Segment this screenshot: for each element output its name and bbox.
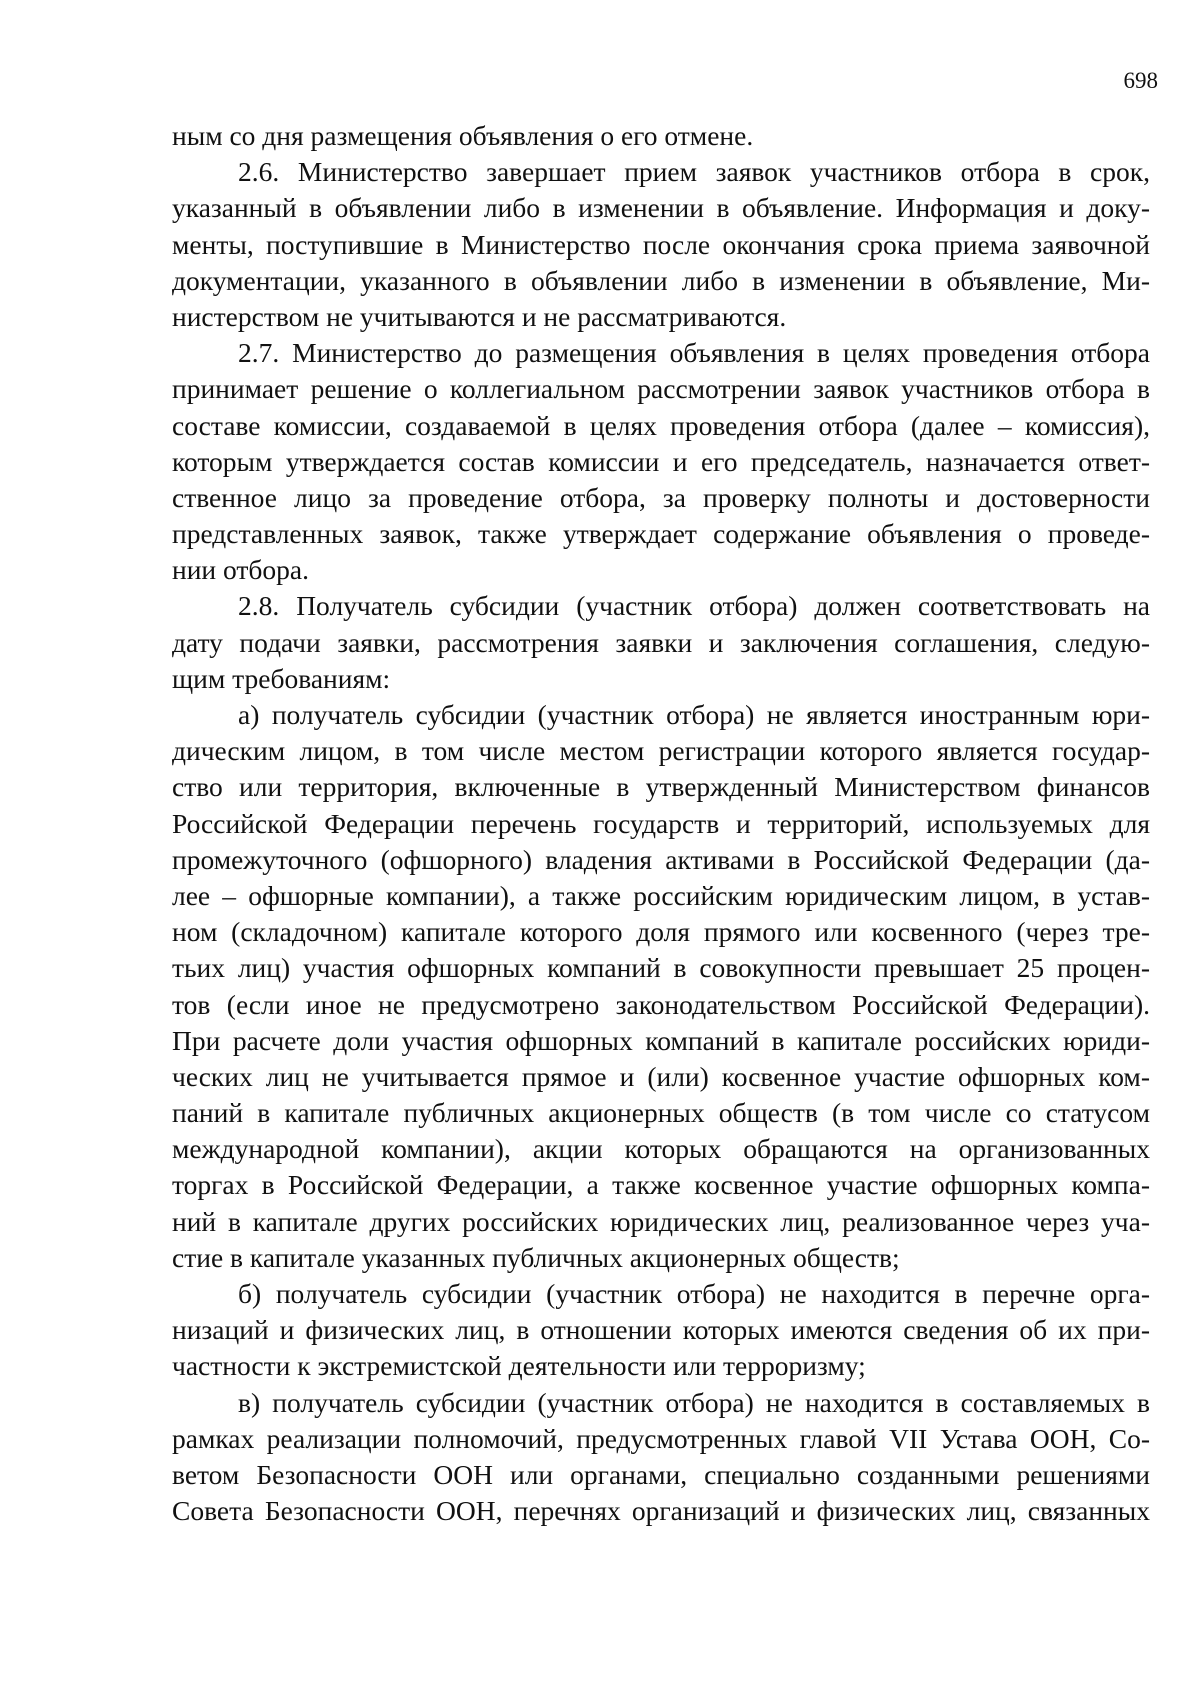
text-line: Совета Безопасности ООН, перечнях организаций и физических лиц, связанных (172, 1495, 1150, 1527)
text-line: рамках реализации полномочий, предусмотренных главой VII Устава ООН, Со- (172, 1422, 1150, 1454)
text-line: указанный в объявлении либо в изменении в объявление. Информация и доку- (172, 192, 1150, 224)
text-line: международной компании), акции которых обращаются на организованных (172, 1133, 1150, 1165)
text-line: принимает решение о коллегиальном рассмотрении заявок участников отбора в (172, 373, 1150, 405)
text-line: менты, поступившие в Министерство после окончания срока приема заявочной (172, 228, 1150, 260)
text-line: 2.8. Получатель субсидии (участник отбора) должен соответствовать на (238, 590, 1150, 622)
text-line: тьих лиц) участия офшорных компаний в совокупности превышает 25 процен- (172, 952, 1150, 984)
text-line: документации, указанного в объявлении либо в изменении в объявление, Ми- (172, 264, 1150, 296)
text-line: ственное лицо за проведение отбора, за проверку полноты и достоверности (172, 481, 1150, 513)
text-line: тов (если иное не предусмотрено законодательством Российской Федерации). (172, 988, 1150, 1020)
text-line: ний в капитале других российских юридических лиц, реализованное через уча- (172, 1205, 1150, 1237)
text-line: а) получатель субсидии (участник отбора) не является иностранным юри- (238, 699, 1150, 730)
text-line: ство или территория, включенные в утвержденный Министерством финансов (172, 771, 1150, 803)
text-line: стие в капитале указанных публичных акционерных обществ; (172, 1241, 900, 1273)
text-line: ном (складочном) капитале которого доля прямого или косвенного (через тре- (172, 916, 1150, 948)
document-body (172, 118, 1150, 1529)
page-number: 698 (1123, 68, 1158, 93)
text-line: частности к экстремистской деятельности или терроризму; (172, 1350, 866, 1382)
text-line: паний в капитале публичных акционерных обществ (в том числе со статусом (172, 1097, 1150, 1129)
text-line: ческих лиц не учитывается прямое и (или) косвенное участие офшорных ком- (172, 1060, 1150, 1092)
text-line: ным со дня размещения объявления о его отмене. (172, 120, 754, 151)
text-line: дическим лицом, в том числе местом регистрации которого является государ- (172, 735, 1150, 767)
text-line: Российской Федерации перечень государств и территорий, используемых для (172, 807, 1150, 839)
text-line: 2.6. Министерство завершает прием заявок участников отбора в срок, (238, 156, 1150, 188)
text-line: щим требованиям: (172, 662, 391, 694)
text-line: промежуточного (офшорного) владения активами в Российской Федерации (да- (172, 843, 1150, 875)
text-line: б) получатель субсидии (участник отбора) не находится в перечне орга- (238, 1278, 1150, 1309)
text-line: торгах в Российской Федерации, а также косвенное участие офшорных компа- (172, 1169, 1150, 1201)
text-line: нии отбора. (172, 554, 310, 586)
text-line: нистерством не учитываются и не рассматриваются. (172, 300, 787, 332)
text-line: 2.7. Министерство до размещения объявления в целях проведения отбора (238, 337, 1150, 369)
text-line: представленных заявок, также утверждает содержание объявления о проведе- (172, 518, 1150, 550)
text-line: лее – офшорные компании), а также российским юридическим лицом, в устав- (172, 879, 1150, 911)
text-line: в) получатель субсидии (участник отбора) не находится в составляемых в (238, 1386, 1150, 1418)
text-line: составе комиссии, создаваемой в целях проведения отбора (далее – комиссия), (172, 409, 1150, 441)
text-line: которым утверждается состав комиссии и его председатель, назначается ответ- (172, 445, 1150, 477)
text-line: ветом Безопасности ООН или органами, специально созданными решениями (172, 1458, 1150, 1490)
text-line: дату подачи заявки, рассмотрения заявки и заключения соглашения, следую- (172, 626, 1150, 658)
text-line: низаций и физических лиц, в отношении которых имеются сведения об их при- (172, 1314, 1150, 1346)
text-line: При расчете доли участия офшорных компаний в капитале российских юриди- (172, 1024, 1150, 1056)
